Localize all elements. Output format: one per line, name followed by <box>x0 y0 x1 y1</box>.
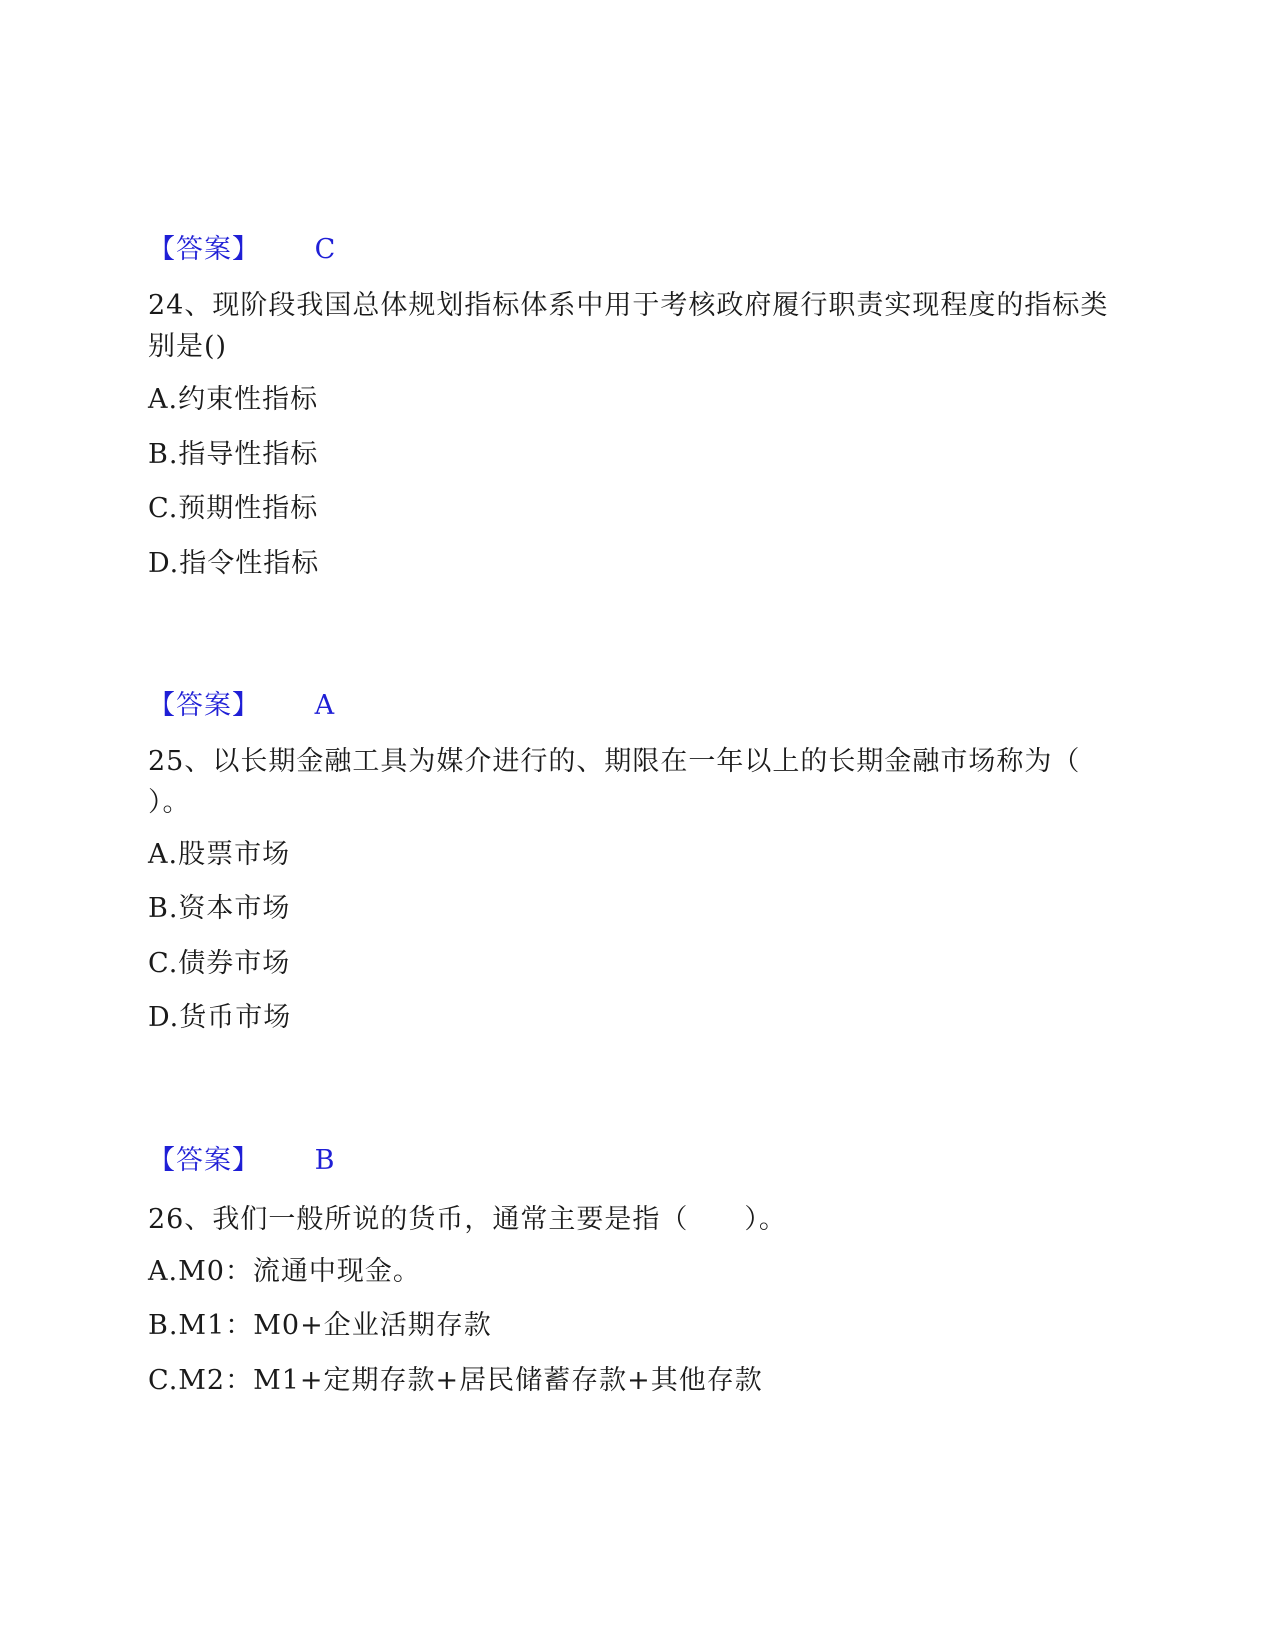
question-text: 25、以长期金融工具为媒介进行的、期限在一年以上的长期金融市场称为（ ）。 <box>148 746 1081 818</box>
option-b: B.指导性指标 <box>148 439 319 470</box>
option-c: C.债券市场 <box>148 948 291 979</box>
option-a: A.M0：流通中现金。 <box>148 1256 421 1287</box>
option-d: D.货币市场 <box>148 1002 292 1033</box>
option-a: A.约束性指标 <box>148 384 319 415</box>
answer-label: 【答案】 <box>148 1145 260 1176</box>
answer-value: B <box>314 1145 335 1176</box>
answer-label: 【答案】 <box>148 234 260 265</box>
option-c: C.预期性指标 <box>148 493 319 524</box>
option-a: A.股票市场 <box>148 839 291 870</box>
option-c: C.M2：M1+定期存款+居民储蓄存款+其他存款 <box>148 1365 763 1396</box>
answer-label: 【答案】 <box>148 690 260 721</box>
option-d: D.指令性指标 <box>148 548 320 579</box>
option-b: B.资本市场 <box>148 893 291 924</box>
answer-value: A <box>314 690 335 721</box>
question-text: 24、现阶段我国总体规划指标体系中用于考核政府履行职责实现程度的指标类别是() <box>148 290 1109 362</box>
question-text: 26、我们一般所说的货币，通常主要是指（ ）。 <box>148 1204 787 1235</box>
option-b: B.M1：M0+企业活期存款 <box>148 1310 492 1341</box>
answer-line <box>148 232 335 268</box>
answer-line <box>148 1143 334 1179</box>
answer-value: C <box>314 234 336 265</box>
answer-line <box>148 688 334 724</box>
